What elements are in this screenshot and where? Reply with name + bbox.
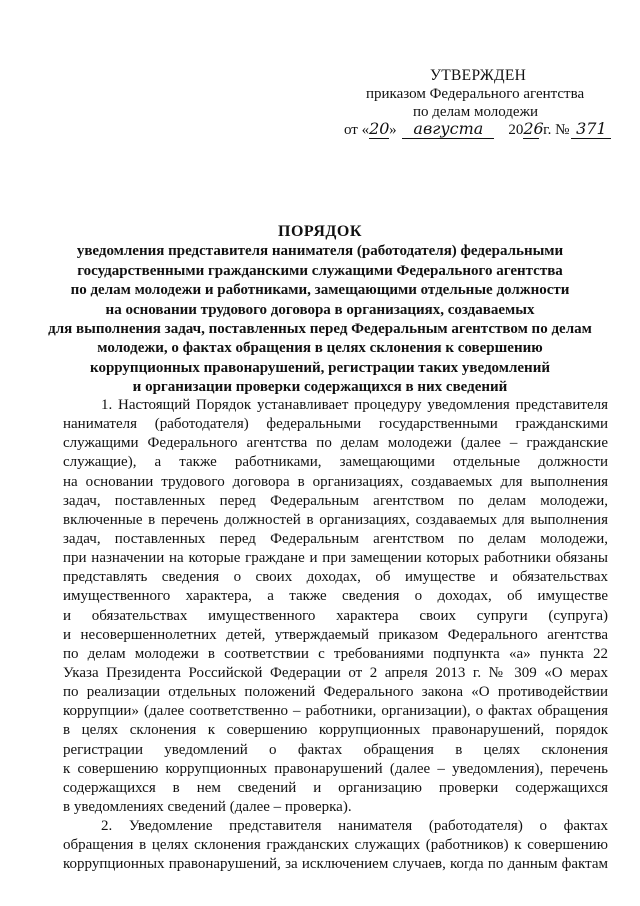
paragraph-1: [63, 396, 608, 817]
year-suffix: г. №: [539, 122, 570, 138]
paragraph-line: нанимателя (работодателя) федеральными государственными гражданскими: [63, 416, 608, 433]
paragraph-line: к совершению коррупционных правонарушений (далее – уведомления), перечень: [63, 760, 608, 777]
paragraph-line: задач, поставленных перед Федеральным агентством по делам молодежи,: [63, 492, 608, 509]
paragraph-line: задач, поставленных перед Федеральным агентством по делам молодежи,: [63, 530, 608, 547]
paragraph-line: регистрации уведомлений о фактах обращения в целях склонения: [63, 741, 608, 758]
paragraph-line: и несовершеннолетних детей, утверждаемый приказом Федерального агентства: [63, 626, 608, 643]
heading-line: уведомления представителя нанимателя (работодателя) федеральными: [76, 243, 564, 260]
paragraph-line: при назначении на которые граждане и при замещении которых работники обязаны: [63, 550, 608, 567]
heading-line: молодежи, о фактах обращения в целях склонения к совершению: [97, 340, 543, 357]
handwritten-day: 20: [369, 119, 390, 138]
document-body: [63, 396, 608, 875]
heading-line: на основании трудового договора в организациях, создаваемых: [105, 301, 535, 318]
approval-title: УТВЕРЖДЕН: [430, 67, 527, 84]
paragraph-line: содержащихся в нем сведений и организацию проверки содержащихся: [63, 779, 608, 796]
heading-line: и организации проверки содержащихся в них сведений: [132, 379, 508, 396]
paragraph-line: обращения в целях склонения гражданских служащих (работников) к совершению: [63, 837, 608, 854]
paragraph-line: служащие), а также работниками, замещающими отдельные должности: [63, 454, 608, 471]
heading-line: коррупционных правонарушений, регистрации таких уведомлений: [90, 359, 550, 376]
heading-line: государственными гражданскими служащими Федерального агентства: [77, 262, 563, 279]
approval-order-line: приказом Федерального агентства: [366, 86, 585, 102]
handwritten-order-number: 371: [571, 120, 611, 139]
approval-date-line: [344, 120, 611, 142]
paragraph-line: коррупции» (далее соответственно – работники, организации), о фактах обращения: [63, 703, 608, 720]
paragraph-line: коррупционных правонарушений, за исключением случаев, когда по данным фактам: [63, 856, 608, 873]
paragraph-line: включенные в перечень должностей в организациях, создаваемых для выполнения: [63, 511, 608, 528]
date-mid: »: [389, 122, 397, 138]
paragraph-line: на основании трудового договора в организациях, создаваемых для выполнения: [63, 473, 608, 490]
paragraph-line: представлять сведения о своих доходах, об имуществе и обязательствах: [63, 569, 608, 586]
handwritten-year: 26: [523, 119, 544, 138]
paragraph-line: по реализации отдельных положений Федерального закона «О противодействии: [63, 684, 608, 701]
heading-line: для выполнения задач, поставленных перед Федеральным агентством по делам: [48, 321, 592, 338]
paragraph-line: 1. Настоящий Порядок устанавливает процедуру уведомления представителя: [101, 397, 608, 413]
approval-agency-line: по делам молодежи: [413, 104, 538, 120]
heading-title: ПОРЯДОК: [278, 223, 362, 240]
document-heading: [30, 222, 610, 398]
handwritten-month: августа: [402, 120, 494, 139]
paragraph-line: в уведомлениях сведений (далее – проверка).: [63, 798, 352, 815]
heading-line: по делам молодежи и работниками, замещающими отдельные должности: [70, 282, 570, 299]
paragraph-line: в целях склонения к совершению коррупционных правонарушений, порядок: [63, 722, 608, 739]
paragraph-line: имущественного характера, а также сведения о доходах, об имуществе: [63, 588, 608, 605]
year-prefix: 20: [508, 122, 524, 138]
paragraph-line: и обязательствах имущественного характера своих супруги (супруга): [63, 607, 608, 624]
paragraph-line: служащими Федерального агентства по делам молодежи (далее – гражданские: [63, 435, 608, 452]
paragraph-line: по делам молодежи в соответствии с требованиями подпункта «а» пункта 22: [63, 645, 608, 662]
paragraph-2: [63, 817, 608, 874]
date-prefix: от «: [344, 122, 370, 138]
paragraph-line: 2. Уведомление представителя нанимателя (работодателя) о фактах: [101, 818, 608, 835]
paragraph-line: Указа Президента Российской Федерации от 2 апреля 2013 г. № 309 «О мерах: [63, 664, 608, 681]
